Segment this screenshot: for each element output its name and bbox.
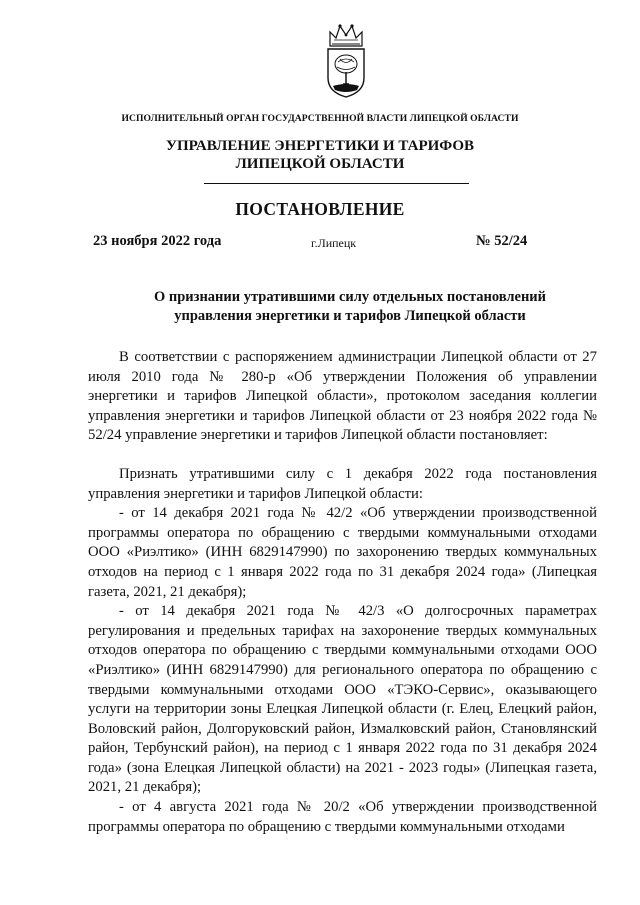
coat-of-arms-emblem bbox=[324, 22, 368, 98]
subject-line-2: управления энергетики и тарифов Липецкой области bbox=[174, 307, 526, 324]
document-body bbox=[88, 348, 597, 837]
document-type-title: ПОСТАНОВЛЕНИЕ bbox=[235, 199, 405, 219]
department-name bbox=[0, 137, 640, 173]
repealed-item: - от 14 декабря 2021 года № 42/3 «О долгосрочных параметрах регулирования и предельных тарифах на захоронение твердых коммунальных отходов оператора по обращению с твердыми коммунальными отходами ООО «Риэлтико» (ИНН 6829147990) для регионального оператора по обращению с твердыми коммунальными отходами ООО «ТЭКО-Сервис», оказывающего услуги на территории зоны Елецкая Липецкой области (г. Елец, Елецкий район, Воловский район, Долгоруковский район, Измалковский район, Становлянский район, Тербунский район), на период с 1 января 2022 года по 31 декабря 2024 года» (зона Елецкая Липецкой области) на 2021 - 2023 годы» (Липецкая газета, 2021, 21 декабря); bbox=[88, 603, 597, 796]
document-city: г.Липецк bbox=[311, 236, 357, 250]
preamble-paragraph: В соответствии с распоряжением администрации Липецкой области от 27 июля 2010 года № 280-р «Об утверждении Положения об управлении энергетики и тарифов Липецкой области», протоколом заседания коллегии управления энергетики и тарифов Липецкой области от 23 ноября 2022 года № 52/24 управление энергетики и тарифов Липецкой области постановляет: bbox=[88, 349, 597, 444]
department-line-1: УПРАВЛЕНИЕ ЭНЕРГЕТИКИ И ТАРИФОВ bbox=[165, 138, 475, 154]
decision-paragraph: Признать утратившими силу с 1 декабря 2022 года постановления управления энергетики и тарифов Липецкой области: bbox=[88, 465, 597, 502]
subject-line-1: О признании утратившими силу отдельных постановлений bbox=[153, 289, 547, 305]
document-number: № 52/24 bbox=[476, 233, 528, 249]
organization-name: ИСПОЛНИТЕЛЬНЫЙ ОРГАН ГОСУДАРСТВЕННОЙ ВЛАСТИ ЛИПЕЦКОЙ ОБЛАСТИ bbox=[121, 113, 519, 124]
repealed-item: - от 4 августа 2021 года № 20/2 «Об утверждении производственной программы оператора по обращению с твердыми коммунальными отходами bbox=[88, 799, 597, 835]
document-subject bbox=[130, 288, 570, 325]
repealed-item: - от 14 декабря 2021 года № 42/2 «Об утверждении производственной программы оператора по обращению с твердыми коммунальными отходами ООО «Риэлтико» (ИНН 6829147990) по захоронению твердых коммунальных отходов на период с 1 января 2022 года по 31 декабря 2024 года» (Липецкая газета, 2021, 21 декабря); bbox=[88, 505, 597, 600]
document-date: 23 ноября 2022 года bbox=[93, 233, 222, 249]
department-line-2: ЛИПЕЦКОЙ ОБЛАСТИ bbox=[235, 156, 405, 172]
header-divider bbox=[204, 183, 469, 184]
